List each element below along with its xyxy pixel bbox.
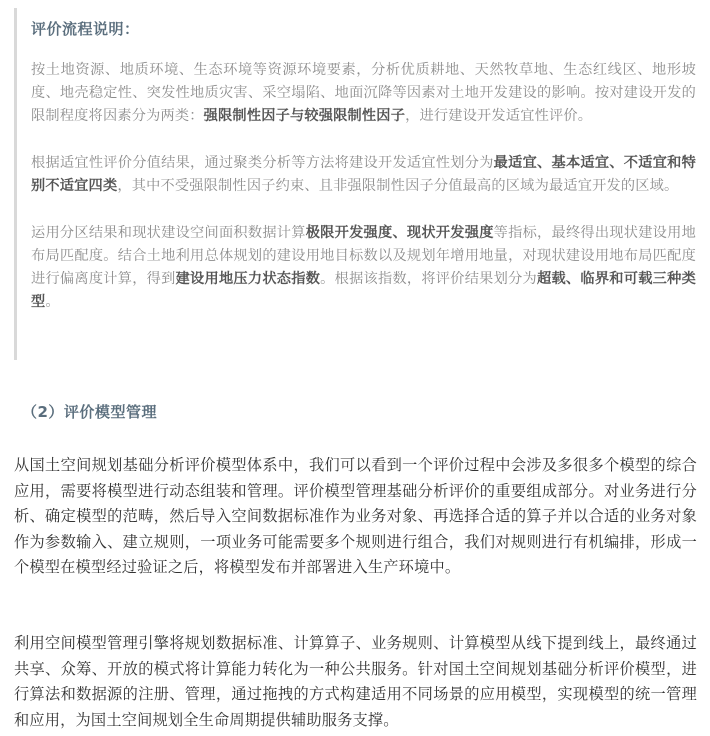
bold-text: 超载、临界和可载三种类型 [31,271,696,310]
bold-text: 极限开发强度、现状开发强度 [305,225,494,241]
quote-paragraph-3 [31,222,696,314]
text-span: 。根据该指数，将评价结果划分为 [320,271,538,287]
bold-text: 强限制性因子与较强限制性因子 [203,108,406,124]
bold-text: 建设用地压力状态指数 [175,271,321,287]
text-span: 按土地资源、地质环境、生态环境等资源环境要素，分析优质耕地、天然牧草地、生态红线区、地形坡度、地壳稳定性、突发性地质灾害、采空塌陷、地面沉降等因素对土地开发建设的影响。按对建设开发的限制程度将因素分为两类： [31,62,696,124]
text-span: 。 [45,294,60,310]
blockquote [14,8,696,360]
body-paragraph-2: 利用空间模型管理引擎将规划数据标准、计算算子、业务规则、计算模型从线下提到线上，最终通过共享、众筹、开放的模式将计算能力转化为一种公共服务。针对国土空间规划基础分析评价模型，进行算法和数据源的注册、管理，通过拖拽的方式构建适用不同场景的应用模型，实现模型的统一管理和应用，为国土空间规划全生命周期提供辅助服务支撑。 [14,634,697,729]
text-span: 运用分区结果和现状建设空间面积数据计算 [31,225,306,241]
text-span: ，其中不受强限制性因子约束、且非强限制性因子分值最高的区域为最适宜开发的区域。 [117,178,679,194]
section-heading: （2）评价模型管理 [22,403,157,421]
text-span: ，进行建设开发适宜性评价。 [405,108,593,124]
bold-text: 最适宜、基本适宜、不适宜和特别不适宜四类 [31,155,696,194]
text-span: 等指标，最终得出现状建设用地布局匹配度。结合土地利用总体规划的建设用地目标数以及规划年增用地量，对现状建设用地布局匹配度进行偏离度计算，得到 [31,225,696,287]
text-span: 根据适宜性评价分值结果，通过聚类分析等方法将建设开发适宜性划分为 [31,155,494,171]
body-paragraph-1: 从国土空间规划基础分析评价模型体系中，我们可以看到一个评价过程中会涉及多很多个模型的综合应用，需要将模型进行动态组装和管理。评价模型管理基础分析评价的重要组成部分。对业务进行分析、确定模型的范畴，然后导入空间数据标准作为业务对象、再选择合适的算子并以合适的业务对象作为参数输入、建立规则，一项业务可能需要多个规则进行组合，我们对规则进行有机编排，形成一个模型在模型经过验证之后，将模型发布并部署进入生产环境中。 [14,456,697,576]
quote-paragraph-1 [31,59,696,128]
quote-title: 评价流程说明： [31,20,140,38]
quote-paragraph-2 [31,152,696,198]
